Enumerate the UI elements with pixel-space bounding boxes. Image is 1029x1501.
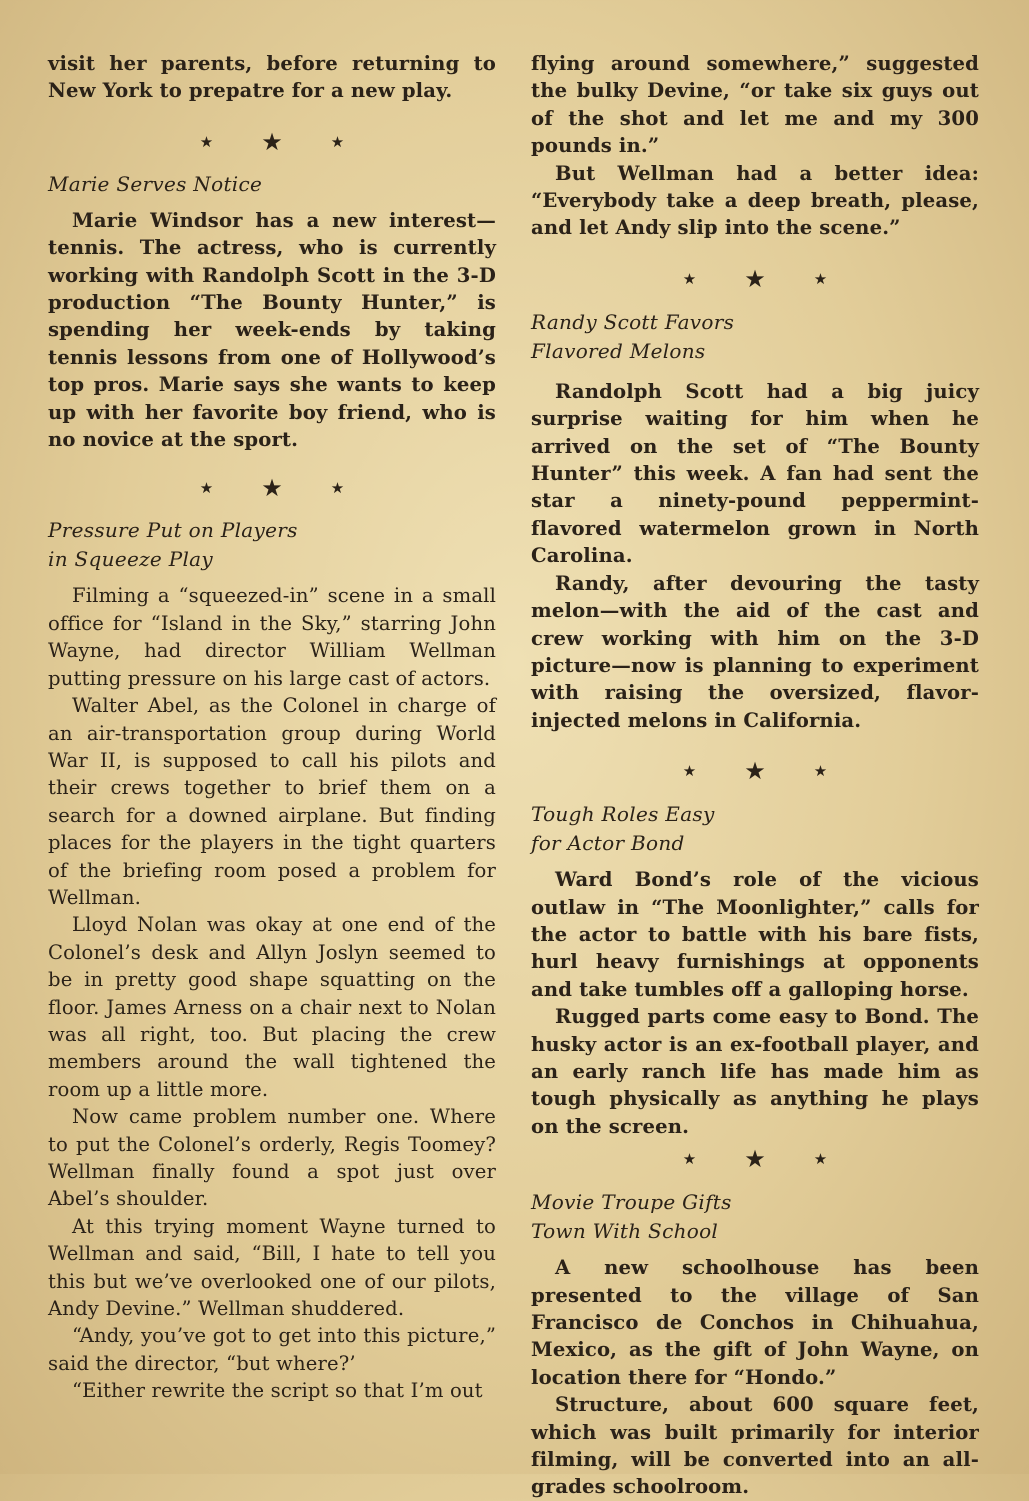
star-icon: ★ (330, 479, 345, 498)
star-icon: ★ (199, 479, 214, 498)
article-paragraph: “Either rewrite the script so that I’m out (72, 1379, 483, 1403)
star-icon: ★ (682, 762, 697, 781)
article-paragraph: Ward Bond’s role of the vicious outlaw in “The Moonlighter,” calls for the actor to battle with his bare fists, hurl heavy furnishings at opponents and take tumbles off a galloping horse. (531, 868, 979, 1001)
star-icon: ★ (744, 757, 766, 786)
article-paragraph: Now came problem number one. Where to put the Colonel’s orderly, Regis Toomey? Wellman finally found a spot just over Abel’s shoulder. (48, 1105, 496, 1211)
headline-randy-scott-line1: Randy Scott Favors (531, 309, 735, 334)
star-icon: ★ (813, 1150, 828, 1169)
star-icon: ★ (330, 132, 345, 151)
article-paragraph: Structure, about 600 square feet, which was built primarily for interior filming, will be converted into an all-grades schoolroom. (531, 1393, 979, 1499)
headline-movie-troupe-line2: Town With School (531, 1219, 719, 1244)
star-icon: ★ (744, 264, 766, 293)
article-paragraph: Lloyd Nolan was okay at one end of the Colonel’s desk and Allyn Joslyn seemed to be in pretty good shape squatting on the floor. James Arness on a chair next to Nolan was all right, too. But placing the crew members around the wall tightened the room up a little more. (48, 913, 496, 1101)
article-paragraph: Randolph Scott had a big juicy surprise waiting for him when he arrived on the set of “The Bounty Hunter” this week. A fan had sent the star a ninety-pound peppermint-flavored watermelon grown in North Carolina. (531, 379, 979, 568)
star-icon: ★ (682, 269, 697, 288)
star-icon: ★ (199, 132, 214, 151)
intro-paragraph: visit her parents, before returning to New York to prepatre for a new play. (48, 52, 496, 103)
star-divider (531, 1146, 979, 1172)
article-paragraph: Marie Windsor has a new interest—tennis. The actress, who is currently working with Randolph Scott in the 3-D production “The Bounty Hunter,” is spending her week-ends by taking tennis lessons from one of Hollywood’s top pros. Marie says she wants to keep up with her favorite boy friend, who is no novice at the sport. (48, 208, 496, 452)
star-icon: ★ (261, 474, 283, 503)
article-paragraph: A new schoolhouse has been presented to the village of San Francisco de Conchos in Chihuahua, Mexico, as the gift of John Wayne, on location there for “Hondo.” (531, 1256, 979, 1389)
headline-pressure-put-line1: Pressure Put on Players (48, 518, 298, 543)
headline-marie-serves-notice: Marie Serves Notice (48, 171, 263, 196)
star-icon: ★ (813, 762, 828, 781)
star-divider (48, 475, 496, 501)
article-paragraph: Randy, after devouring the tasty melon—with the aid of the cast and crew working with him on the 3-D picture—now is planning to experiment with raising the oversized, flavor-injected melons in California. (531, 571, 979, 732)
star-icon: ★ (813, 269, 828, 288)
headline-movie-troupe-line1: Movie Troupe Gifts (531, 1190, 732, 1215)
headline-tough-roles-line1: Tough Roles Easy (531, 802, 715, 827)
headline-randy-scott-line2: Flavored Melons (531, 338, 706, 363)
star-divider (531, 266, 979, 292)
star-icon: ★ (261, 127, 283, 156)
article-paragraph: At this trying moment Wayne turned to Wellman and said, “Bill, I hate to tell you this but we’ve overlooked one of our pilots, Andy Devine.” Wellman shuddered. (48, 1214, 496, 1321)
star-divider (531, 758, 979, 784)
article-paragraph: Filming a “squeezed-in” scene in a small office for “Island in the Sky,” starring John Wayne, had director William Wellman putting pressure on his large cast of actors. (48, 584, 496, 690)
star-divider (48, 129, 496, 155)
article-paragraph: “Andy, you’ve got to get into this picture,” said the director, “but where?’ (48, 1324, 496, 1375)
star-icon: ★ (744, 1145, 766, 1174)
continued-paragraph: But Wellman had a better idea: “Everybody take a deep breath, please, and let Andy slip into the scene.” (531, 161, 979, 240)
continued-paragraph: flying around somewhere,” suggested the bulky Devine, “or take six guys out of the shot and let me and my 300 pounds in.” (531, 52, 979, 158)
article-paragraph: Walter Abel, as the Colonel in charge of an air-transportation group during World War II, is supposed to call his pilots and their crews together to brief them on a search for a downed airplane. But finding places for the players in the tight quarters of the briefing room posed a problem for Wellman. (48, 694, 496, 909)
right-column (531, 50, 979, 1501)
headline-tough-roles-line2: for Actor Bond (531, 831, 685, 856)
left-column (48, 50, 496, 1405)
article-paragraph: Rugged parts come easy to Bond. The husky actor is an ex-football player, and an early ranch life has made him as tough physically as anything he plays on the screen. (531, 1005, 979, 1138)
headline-pressure-put-line2: in Squeeze Play (48, 547, 213, 572)
star-icon: ★ (682, 1150, 697, 1169)
